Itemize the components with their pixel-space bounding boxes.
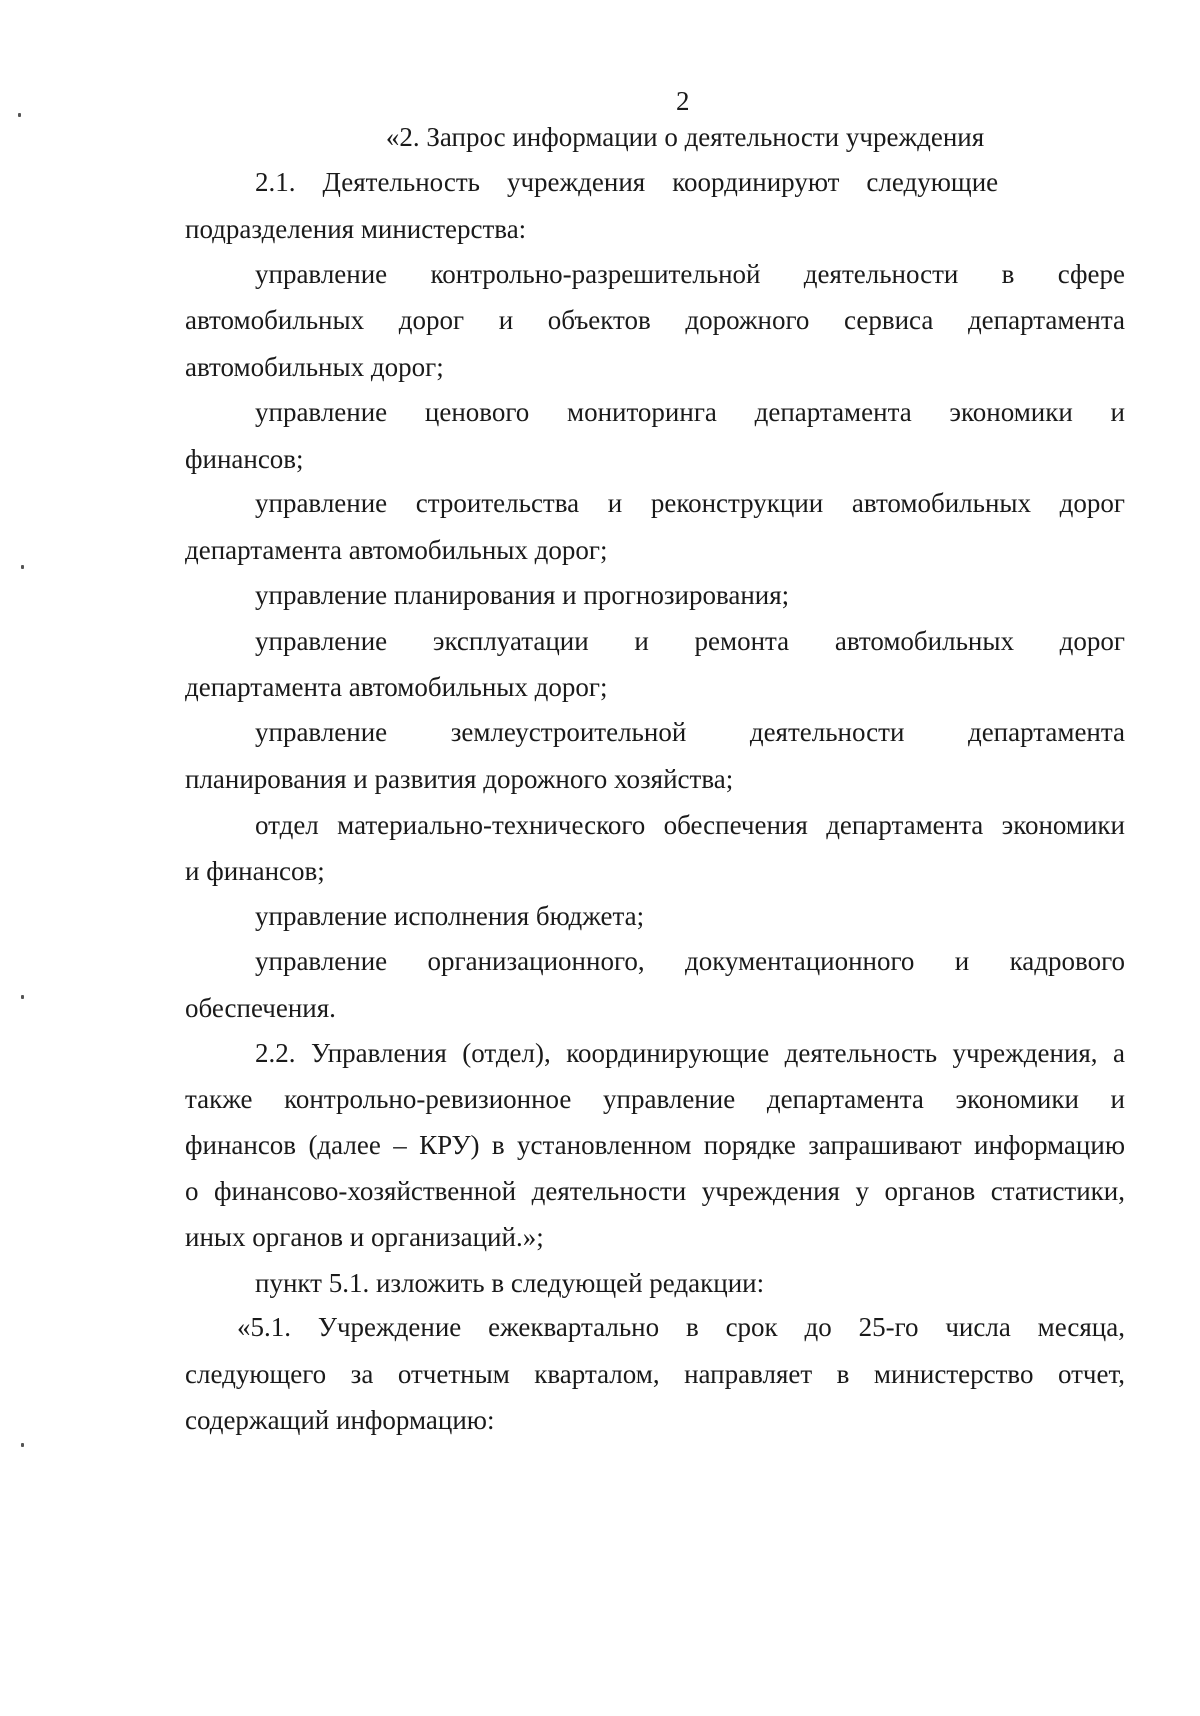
paragraph-line: управление ценового мониторинга департамента экономики и	[255, 397, 1125, 427]
paragraph-line: управление строительства и реконструкции автомобильных дорог	[255, 488, 1125, 518]
paragraph-line: управление организационного, документационного и кадрового	[255, 946, 1125, 976]
paragraph-line: управление планирования и прогнозирования;	[255, 580, 790, 610]
paragraph-line: «5.1. Учреждение ежеквартально в срок до 25-го числа месяца,	[237, 1312, 1125, 1342]
paragraph-line: обеспечения.	[185, 993, 336, 1023]
paragraph-line: управление землеустроительной деятельности департамента	[255, 717, 1125, 747]
paragraph-line: управление исполнения бюджета;	[255, 901, 645, 931]
paragraph-line: планирования и развития дорожного хозяйства;	[185, 764, 734, 794]
paragraph-line: финансов (далее – КРУ) в установленном порядке запрашивают информацию	[185, 1130, 1125, 1160]
scan-speck	[21, 565, 24, 569]
paragraph-line: 2.2. Управления (отдел), координирующие деятельность учреждения, а	[255, 1038, 1125, 1068]
paragraph-line: автомобильных дорог и объектов дорожного сервиса департамента	[185, 305, 1125, 335]
paragraph-line: пункт 5.1. изложить в следующей редакции:	[255, 1268, 765, 1298]
scan-speck	[21, 995, 24, 999]
paragraph-line: управление эксплуатации и ремонта автомобильных дорог	[255, 626, 1125, 656]
scan-speck	[18, 113, 21, 117]
scan-speck	[21, 1443, 24, 1447]
paragraph-line: 2.1. Деятельность учреждения координируют следующие	[255, 167, 999, 197]
paragraph-line: следующего за отчетным кварталом, направляет в министерство отчет,	[185, 1359, 1125, 1389]
paragraph-line: содержащий информацию:	[185, 1405, 495, 1435]
paragraph-line: и финансов;	[185, 856, 325, 886]
paragraph-line: о финансово-хозяйственной деятельности учреждения у органов статистики,	[185, 1176, 1125, 1206]
section-heading: «2. Запрос информации о деятельности учреждения	[385, 122, 985, 152]
paragraph-line: финансов;	[185, 444, 304, 474]
paragraph-line: управление контрольно-разрешительной деятельности в сфере	[255, 259, 1125, 289]
paragraph-line: подразделения министерства:	[185, 214, 527, 244]
page-number: 2	[676, 86, 690, 116]
paragraph-line: департамента автомобильных дорог;	[185, 535, 608, 565]
paragraph-line: департамента автомобильных дорог;	[185, 672, 608, 702]
paragraph-line: иных органов и организаций.»;	[185, 1222, 544, 1252]
paragraph-line: также контрольно-ревизионное управление департамента экономики и	[185, 1084, 1125, 1114]
paragraph-line: автомобильных дорог;	[185, 352, 444, 382]
paragraph-line: отдел материально-технического обеспечения департамента экономики	[255, 810, 1125, 840]
